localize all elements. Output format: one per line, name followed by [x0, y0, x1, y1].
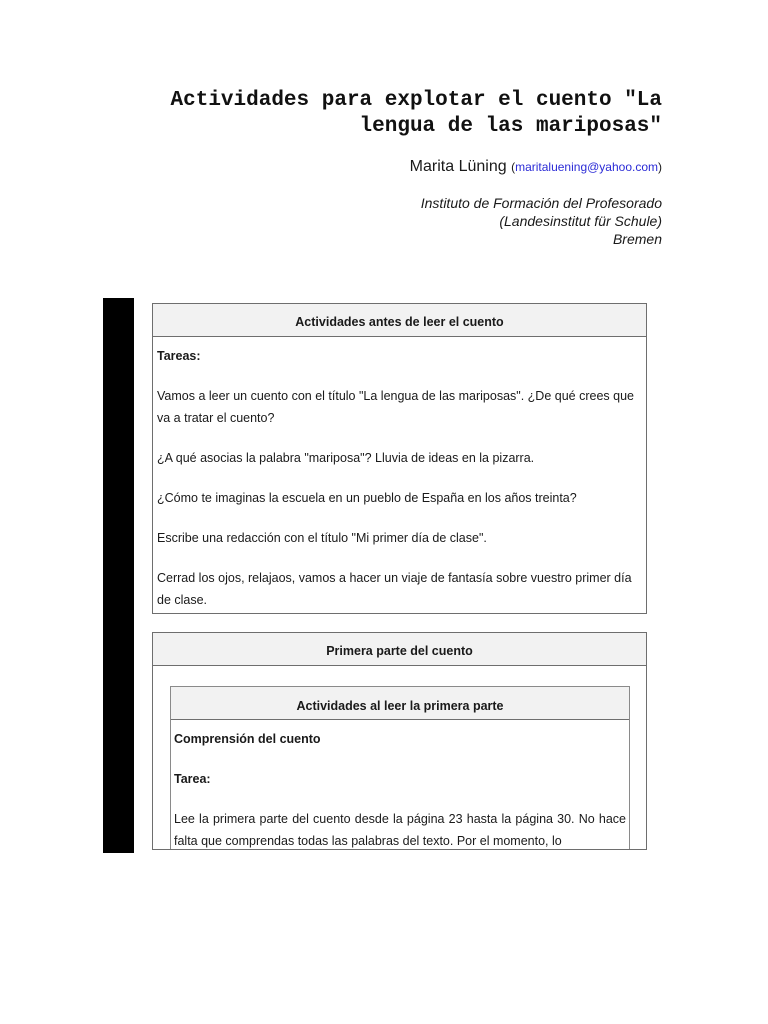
first-part-activities-box — [170, 686, 630, 850]
task-item: ¿Cómo te imaginas la escuela en un pueblo de España en los años treinta? — [157, 491, 577, 505]
institution-city: Bremen — [612, 231, 662, 247]
author-email-wrapper: (maritaluening@yahoo.com) — [511, 160, 662, 174]
first-part-activities-content — [171, 720, 629, 850]
comprehension-heading: Comprensión del cuento — [174, 732, 321, 746]
institution-german-name: (Landesinstitut für Schule) — [499, 213, 662, 229]
task-label: Tarea: — [174, 772, 211, 786]
side-black-bar — [103, 298, 134, 853]
pre-reading-header: Actividades antes de leer el cuento — [153, 304, 646, 337]
task-item: Cerrad los ojos, relajaos, vamos a hacer un viaje de fantasía sobre vuestro primer día de clase. — [157, 571, 632, 607]
pre-reading-content — [153, 337, 646, 611]
pre-reading-activities-box — [152, 303, 647, 614]
institution-block — [300, 194, 662, 248]
task-item: Escribe una redacción con el título "Mi primer día de clase". — [157, 531, 487, 545]
document-title: Actividades para explotar el cuento "La lengua de las mariposas" — [170, 89, 662, 138]
first-part-header: Primera parte del cuento — [153, 633, 646, 666]
first-part-box — [152, 632, 647, 850]
first-part-activities-header: Actividades al leer la primera parte — [171, 687, 629, 720]
task-item: Vamos a leer un cuento con el título "La lengua de las mariposas". ¿De qué crees que va a tratar el cuento? — [157, 389, 634, 425]
author-line — [300, 157, 662, 177]
task-item: ¿A qué asocias la palabra "mariposa"? Lluvia de ideas en la pizarra. — [157, 451, 535, 465]
institution-name: Instituto de Formación del Profesorado — [420, 195, 662, 211]
task-text: Lee la primera parte del cuento desde la página 23 hasta la página 30. No hace falta que comprendas todas las palabras del texto. Por el momento, lo — [174, 812, 626, 848]
tasks-label: Tareas: — [157, 349, 201, 363]
author-name: Marita Lüning — [409, 158, 507, 175]
author-email-link[interactable]: maritaluening@yahoo.com — [515, 160, 658, 174]
